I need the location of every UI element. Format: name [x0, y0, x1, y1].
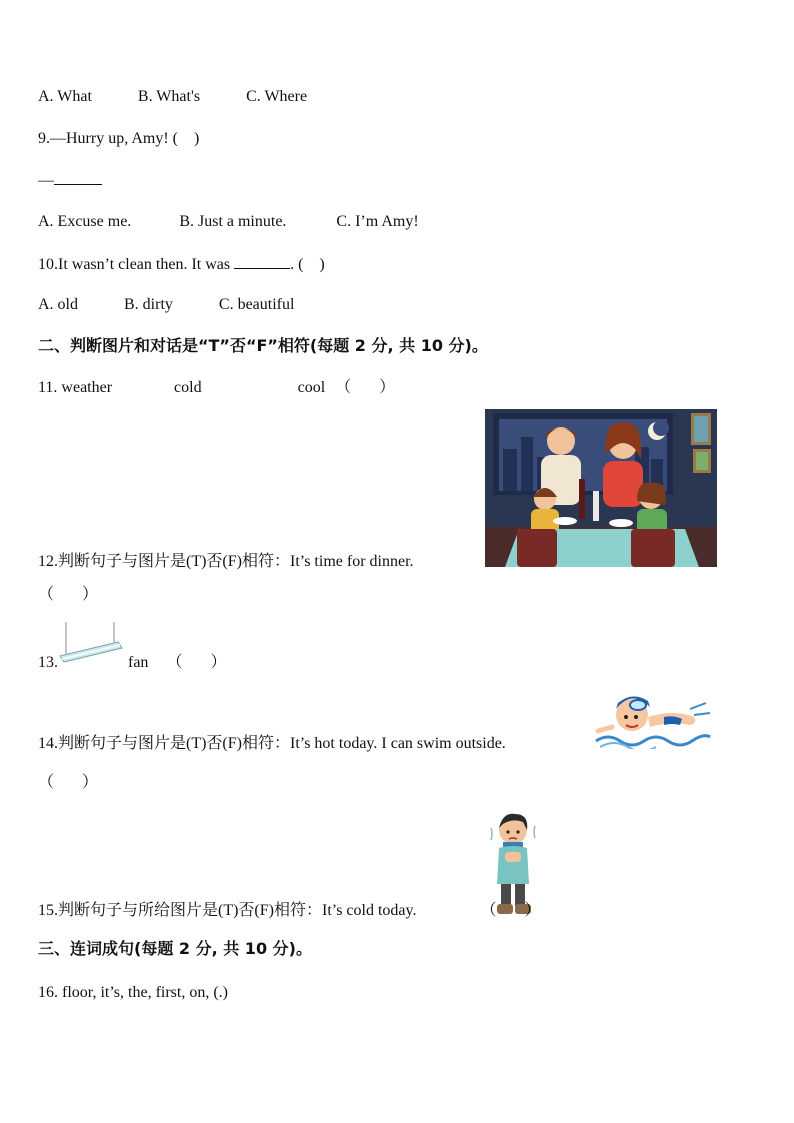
q14-answer-paren[interactable]: （ ） — [38, 774, 99, 791]
q10-option-a: A. old — [38, 296, 78, 313]
q15-row — [38, 901, 541, 921]
swimming-boy-illustration — [594, 687, 712, 749]
q8-option-c: C. Where — [246, 88, 308, 105]
q8-option-b: B. What's — [137, 88, 201, 105]
q15-answer-paren[interactable]: （ ） — [480, 902, 541, 919]
q9-options — [38, 212, 419, 232]
q13-word: fan — [128, 654, 149, 671]
q10-text-after: . ( ) — [290, 256, 325, 273]
q15-question: 15.判断句子与所给图片是(T)否(F)相符：It’s cold today. — [38, 902, 417, 919]
section2-heading: 二、判断图片和对话是“T”否“F”相符(每题 2 分, 共 10 分)。 — [38, 336, 488, 355]
q11-row — [38, 378, 395, 398]
q10-options — [38, 295, 294, 315]
q9-reply-dash: — — [38, 172, 54, 189]
q14-question: 14.判断句子与图片是(T)否(F)相符：It’s hot today. I can swim outside. — [38, 735, 506, 752]
q9-option-b: B. Just a minute. — [179, 213, 287, 230]
q16-question: 16. floor, it’s, the, first, on, (.) — [38, 984, 228, 1001]
q10-option-c: C. beautiful — [218, 296, 295, 313]
q11-word-cold: cold — [174, 379, 202, 396]
q10-option-b: B. dirty — [124, 296, 173, 313]
q10-text-before: 10.It wasn’t clean then. It was — [38, 256, 235, 273]
section3-heading: 三、连词成句(每题 2 分, 共 10 分)。 — [38, 939, 312, 958]
q11-word-weather: . weather — [53, 379, 113, 396]
q9-option-c: C. I’m Amy! — [336, 213, 419, 230]
q13-number: 13. — [38, 654, 58, 671]
q12-answer-paren[interactable]: （ ） — [38, 586, 99, 603]
q9-question: 9.—Hurry up, Amy! ( ) — [38, 130, 200, 147]
q10-blank[interactable] — [234, 254, 290, 269]
q9-option-a: A. Excuse me. — [38, 213, 132, 230]
q11-number: 11 — [38, 379, 54, 396]
q12-question: 12.判断句子与图片是(T)否(F)相符：It’s time for dinner. — [38, 553, 414, 570]
family-dinner-illustration — [485, 409, 717, 567]
q8-options — [38, 87, 307, 107]
q11-answer-paren[interactable]: （ ） — [335, 379, 396, 396]
q13-row — [38, 653, 226, 673]
q13-answer-paren[interactable]: （ ） — [166, 654, 227, 671]
q9-reply-blank[interactable] — [54, 170, 102, 185]
q9-reply — [38, 170, 102, 191]
q8-option-a: A. What — [38, 88, 92, 105]
q11-word-cool: cool — [297, 379, 326, 396]
q10-question — [38, 254, 325, 275]
